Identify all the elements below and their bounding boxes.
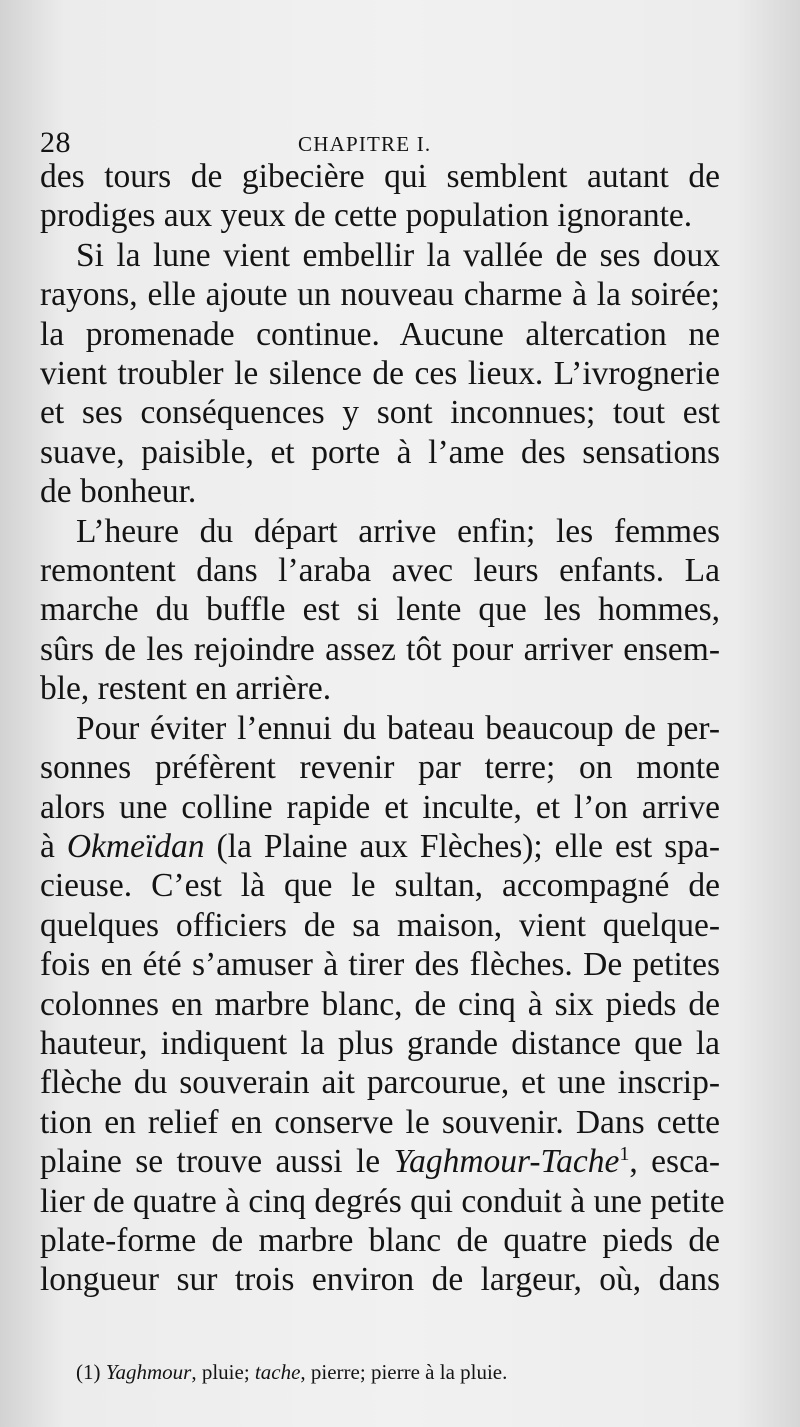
footnote-gloss: , pluie; bbox=[191, 1360, 255, 1384]
text-line: des tours de gibecière qui semblent autant de bbox=[40, 158, 720, 195]
text-line: rayons, elle ajoute un nouveau charme à la soirée; bbox=[40, 276, 720, 314]
text-fragment: (la Plaine aux Flèches); elle est spa- bbox=[204, 827, 721, 865]
text-fragment: plaine se trouve aussi le bbox=[40, 1143, 394, 1181]
page-number: 28 bbox=[40, 126, 71, 159]
footnote-gloss-2: , pierre; pierre à la pluie. bbox=[300, 1360, 508, 1384]
text-line: prodiges aux yeux de cette population ignorante. bbox=[40, 197, 693, 235]
footnote-marker: (1) bbox=[76, 1360, 101, 1384]
text-line: L’heure du départ arrive enfin; les femmes bbox=[76, 512, 720, 550]
text-line: et ses conséquences y sont inconnues; tout est bbox=[40, 394, 720, 432]
text-line: sonnes préfèrent revenir par terre; on monte bbox=[40, 749, 720, 787]
text-line: flèche du souverain ait parcourue, et une inscrip- bbox=[40, 1064, 720, 1102]
text-line: fois en été s’amuser à tirer des flèches. De petites bbox=[40, 946, 720, 984]
paragraph-block-1 bbox=[40, 157, 720, 827]
text-line: longueur sur trois environ de largeur, où, dans bbox=[40, 1261, 720, 1299]
text-line: Pour éviter l’ennui du bateau beaucoup de per- bbox=[76, 709, 720, 747]
text-line: cieuse. C’est là que le sultan, accompagné de bbox=[40, 867, 720, 905]
text-line: remontent dans l’araba avec leurs enfants. La bbox=[40, 552, 720, 590]
text-line: marche du buffle est si lente que les hommes, bbox=[40, 591, 720, 629]
text-line: la promenade continue. Aucune altercation ne bbox=[40, 315, 720, 353]
paragraph-block-2 bbox=[40, 866, 720, 1142]
footnote-term: Yaghmour bbox=[105, 1360, 192, 1384]
footnote-term-2: tache bbox=[254, 1360, 301, 1384]
text-line: colonnes en marbre blanc, de cinq à six pieds de bbox=[40, 985, 720, 1023]
text-fragment: à bbox=[40, 827, 67, 865]
text-line-yaghmour bbox=[40, 1142, 720, 1181]
text-line: Si la lune vient embellir la vallée de ses doux bbox=[76, 236, 720, 274]
text-line-okmeidan bbox=[40, 827, 720, 866]
italic-term-okmeidan: Okmeïdan bbox=[66, 827, 205, 865]
text-line: lier de quatre à cinq degrés qui conduit à une petite bbox=[40, 1182, 725, 1220]
text-line: vient troubler le silence de ces lieux. L’ivrognerie bbox=[40, 355, 720, 393]
text-line: hauteur, indiquent la plus grande distance que la bbox=[40, 1024, 720, 1062]
text-line: de bonheur. bbox=[40, 473, 197, 511]
paragraph-block-3 bbox=[40, 1182, 725, 1300]
running-title: CHAPITRE I. bbox=[298, 132, 432, 156]
text-line: ble, restent en arrière. bbox=[40, 670, 332, 708]
italic-term-yaghmour-tache: Yaghmour-Tache bbox=[393, 1143, 620, 1181]
text-line: plate-forme de marbre blanc de quatre pieds de bbox=[40, 1221, 720, 1259]
body-text bbox=[40, 157, 725, 1300]
footnote bbox=[76, 1360, 696, 1385]
footnote-reference: 1 bbox=[619, 1143, 630, 1165]
text-line: alors une colline rapide et inculte, et l’on arrive bbox=[40, 788, 720, 826]
text-line: quelques officiers de sa maison, vient quelque- bbox=[40, 906, 720, 944]
text-line: tion en relief en conserve le souvenir. Dans cette bbox=[40, 1103, 720, 1141]
text-line: sûrs de les rejoindre assez tôt pour arriver ensem- bbox=[40, 630, 720, 668]
text-line: suave, paisible, et porte à l’ame des sensations bbox=[40, 433, 720, 471]
text-fragment: , esca- bbox=[629, 1143, 720, 1181]
